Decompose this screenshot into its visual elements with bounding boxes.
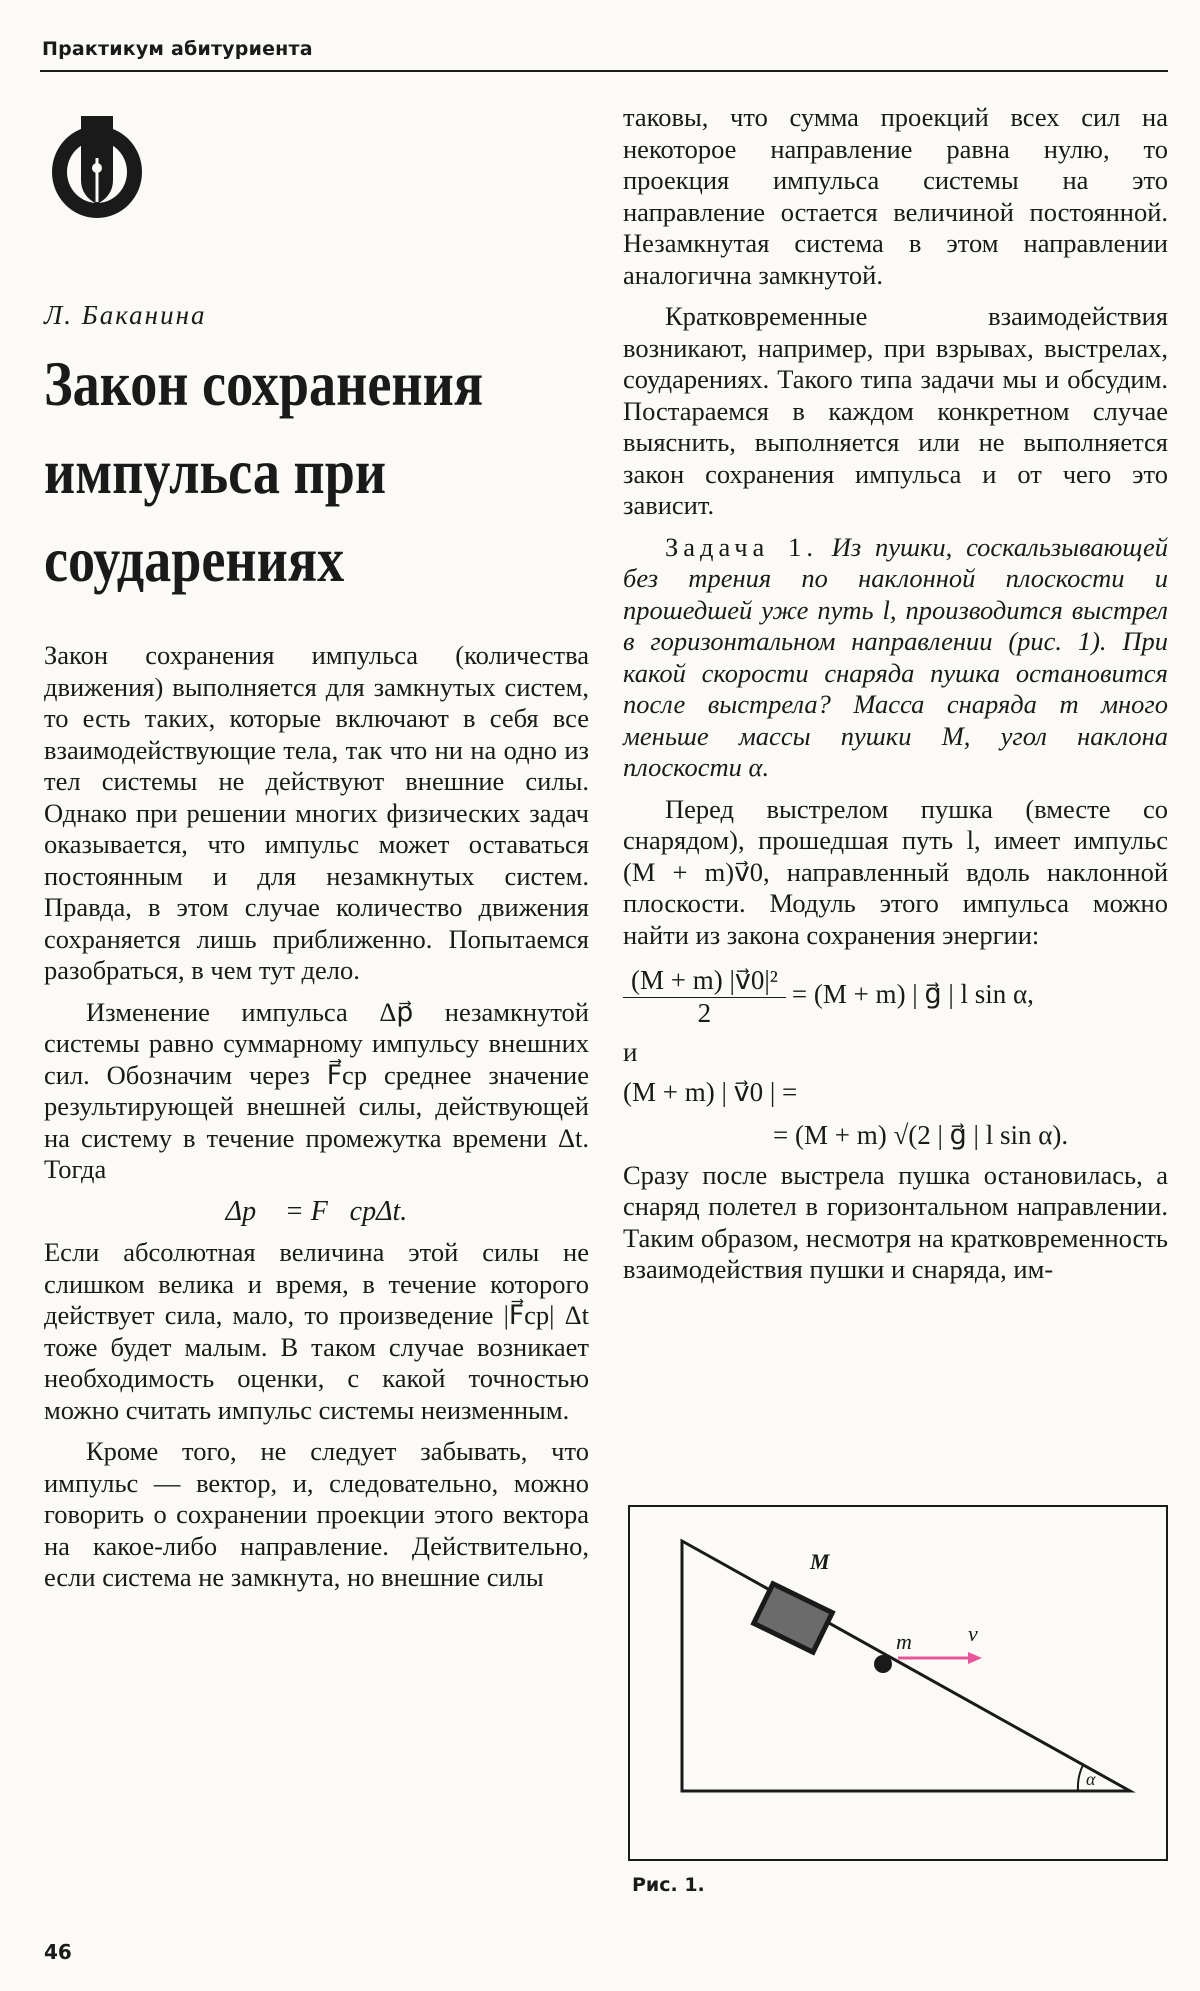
fraction-numerator: (M + m) |v⃗0|² xyxy=(623,965,786,998)
formula-energy xyxy=(623,965,1168,1152)
page-number: 46 xyxy=(44,1940,72,1964)
paragraph: таковы, что сумма проекций всех сил на некоторое направление равна нулю, то проекция импульса системы на это направление остается величиной постоянной. Незамкнутая система в этом направлении аналогична замкнутой. xyxy=(623,102,1168,290)
section-label: Практикум абитуриента xyxy=(42,38,313,60)
right-column xyxy=(623,102,1168,1296)
projectile-ball xyxy=(874,1655,892,1673)
velocity-v-label: v⃗ xyxy=(968,1621,995,1646)
angle-arc xyxy=(1078,1765,1083,1791)
inclined-plane-diagram xyxy=(630,1507,1166,1859)
paragraph: Изменение импульса Δp⃗ незамкнутой системы равно суммарному импульсу внешних сил. Обозначим через F⃗ср среднее значение результирующей внешней силы, действующей на систему в течение промежутка времени Δt. Тогда xyxy=(44,996,589,1184)
task-label: Задача 1. xyxy=(665,531,818,562)
cannon-block xyxy=(754,1584,833,1652)
task-text: Из пушки, соскальзывающей без трения по наклонной плоскости и прошедшей уже путь l, производится выстрел в горизонтальном направлении (рис. 1). При какой скорости снаряда пушка остановится после выстрела? Масса снаряда m много меньше массы пушки M, угол наклона плоскости α. xyxy=(623,531,1169,782)
paragraph: Сразу после выстрела пушка остановилась, а снаряд полетел в горизонтальном направлении. Таким образом, несмотря на кратковременность взаимодействия пушки и снаряда, им- xyxy=(623,1159,1168,1284)
momentum-line-2: = (M + m) √(2 | g⃗ | l sin α). xyxy=(773,1120,1069,1150)
pen-nib-logo-icon xyxy=(48,110,146,222)
figure-caption: Рис. 1. xyxy=(632,1874,705,1896)
author-name: Л. Баканина xyxy=(44,300,207,330)
formula-impulse-change: Δp⃗ = F⃗срΔt. xyxy=(225,1195,408,1227)
fraction-denominator: 2 xyxy=(697,997,712,1028)
alpha-label: α xyxy=(1086,1769,1096,1789)
paragraph: Перед выстрелом пушка (вместе со снарядом), прошедшая путь l, имеет импульс (M + m)v⃗0, направленный вдоль наклонной плоскости. Модуль этого импульса можно найти из закона сохранения энергии: xyxy=(623,793,1168,950)
paragraph: Кроме того, не следует забывать, что импульс — вектор, и, следовательно, можно говорить о сохранении проекции этого вектора на какое-либо направление. Действительно, если система не замкнута, но внешние силы xyxy=(44,1436,589,1592)
energy-rhs: = (M + m) | g⃗ | l sin α, xyxy=(791,979,1034,1010)
article-title: Закон сохранения импульса при соударениях xyxy=(44,349,484,595)
paragraph: Если абсолютная величина этой силы не слишком велика и время, в течение которого действует сила, мало, то произведение |F⃗ср| Δt тоже будет малым. В таком случае возникает необходимость оценки, с какой точностью можно считать импульс системы неизменным. xyxy=(44,1237,589,1425)
task-paragraph xyxy=(623,532,1168,784)
figure-1 xyxy=(628,1505,1168,1861)
mass-M-label: M xyxy=(810,1549,830,1574)
inclined-plane xyxy=(682,1541,1130,1791)
energy-equation xyxy=(623,965,1168,1029)
paragraph: Кратковременные взаимодействия возникают, например, при взрывах, выстрелах, соударениях. Такого типа задачи мы и обсудим. Постараемся в каждом конкретном случае выяснить, выполняется или не выполняется закон сохранения импульса и от чего это зависит. xyxy=(623,301,1168,520)
velocity-arrowhead xyxy=(968,1652,982,1664)
mass-m-label: m xyxy=(896,1629,912,1654)
header-rule xyxy=(40,70,1168,72)
fraction xyxy=(623,965,786,1029)
and-word: и xyxy=(623,1037,638,1067)
momentum-line-1: (M + m) | v⃗0 | = xyxy=(623,1076,798,1107)
left-column xyxy=(44,640,589,1604)
paragraph: Закон сохранения импульса (количества движения) выполняется для замкнутых систем, то есть таких, которые включают в себя все взаимодействующие тела, так что ни на одно из тел системы не действуют внешние силы. Однако при решении многих физических задач оказывается, что импульс может оставаться постоянным и для незамкнутых систем. Правда, в этом случае количество движения сохраняется лишь приближенно. Попытаемся разобраться, в чем тут дело. xyxy=(44,640,589,985)
